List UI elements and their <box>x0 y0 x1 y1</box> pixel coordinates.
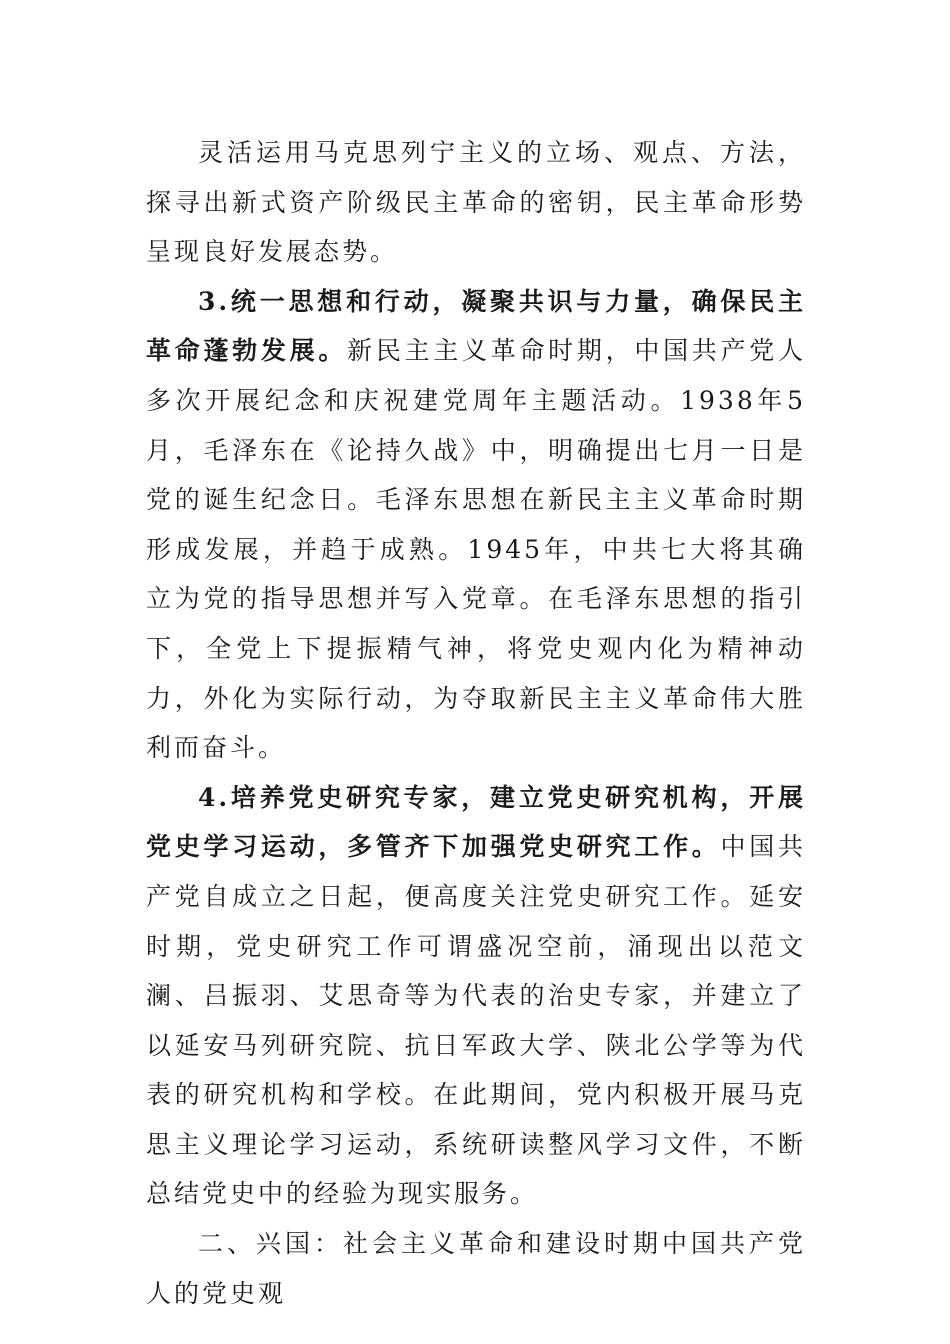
section-3-text: 新民主主义革命时期，中国共产党人多次开展纪念和庆祝建党周年主题活动。1938年5月，毛泽东在《论持久战》中，明确提出七月一日是党的诞生纪念日。毛泽东思想在新民主主义革命时期形成发展，并趋于成熟。1945年，中共七大将其确立为党的指导思想并写入党章。在毛泽东思想的指引下，全党上下提振精气神，将党史观内化为精神动力，外化为实际行动，为夺取新民主主义革命伟大胜利而奋斗。 <box>146 336 806 763</box>
section-4-heading: 4.培养党史研究专家，建立党史研究机构，开展党史学习运动，多管齐下加强党史研究工作。 <box>146 782 806 862</box>
paragraph-text: 灵活运用马克思列宁主义的立场、观点、方法，探寻出新式资产阶级民主革命的密钥，民主革命形势呈现良好发展态势。 <box>146 138 806 267</box>
paragraph-section-3 <box>146 277 806 773</box>
section-4-text: 中国共产党自成立之日起，便高度关注党史研究工作。延安时期，党史研究工作可谓盛况空前，涌现出以范文澜、吕振羽、艾思奇等为代表的治史专家，并建立了以延安马列研究院、抗日军政大学、陕北公学等为代表的研究机构和学校。在此期间，党内积极开展马克思主义理论学习运动，系统研读整风学习文件，不断总结党史中的经验为现实服务。 <box>146 832 806 1209</box>
paragraph-continuation <box>146 128 806 277</box>
document-body <box>146 128 806 1318</box>
section-3-heading: 3.统一思想和行动，凝聚共识与力量，确保民主革命蓬勃发展。 <box>146 286 806 366</box>
chapter-heading-two <box>146 1219 806 1318</box>
chapter-heading-text: 二、兴国：社会主义革命和建设时期中国共产党人的党史观 <box>146 1229 806 1308</box>
paragraph-section-4 <box>146 773 806 1219</box>
